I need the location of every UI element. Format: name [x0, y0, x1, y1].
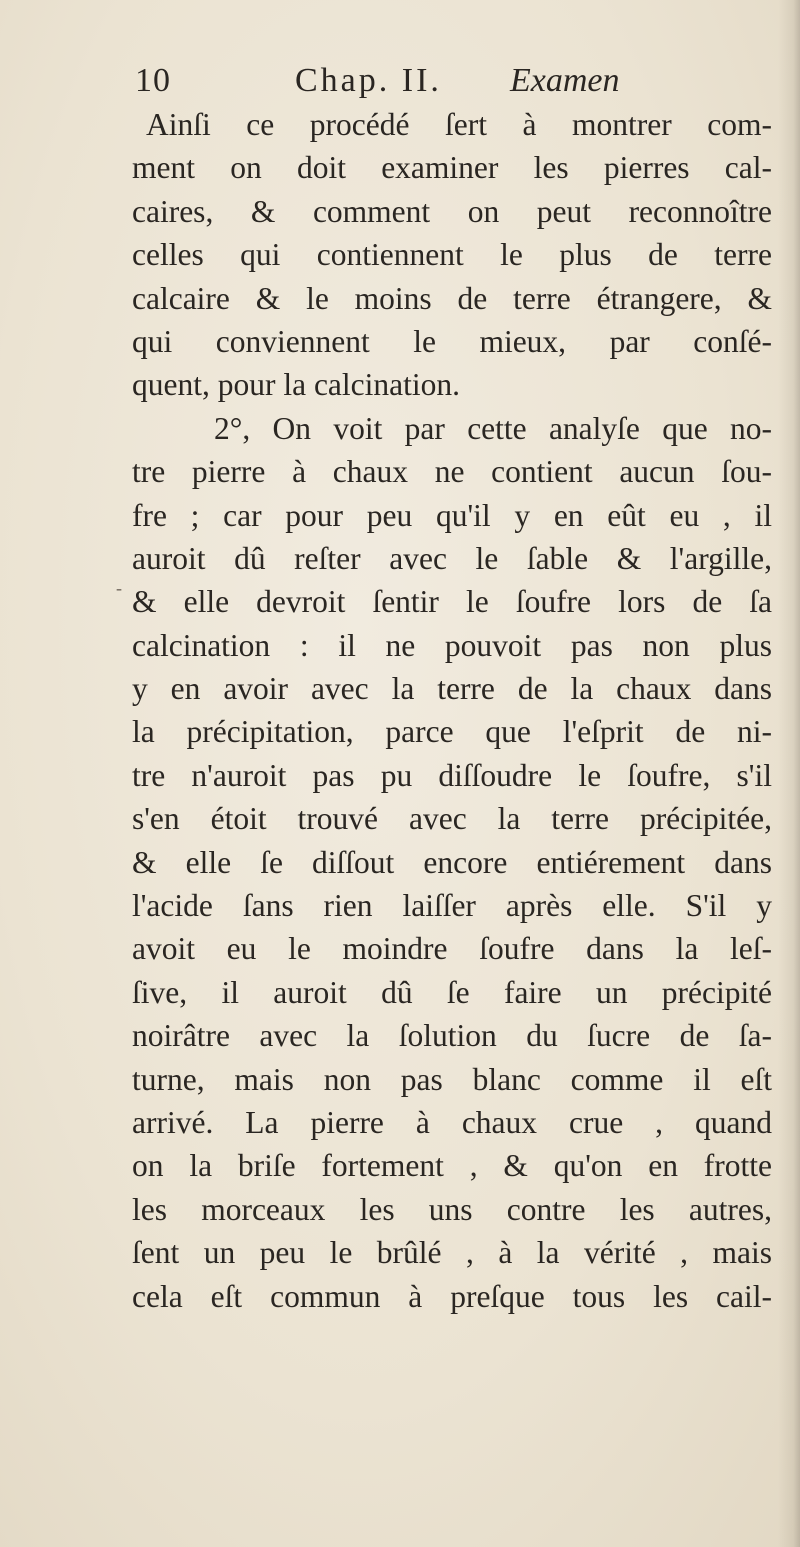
text-line: caires, & comment on peut reconnoître [132, 193, 772, 229]
chapter-title: Examen [510, 62, 620, 99]
page-edge-shadow [778, 0, 800, 1547]
text-line: & elle devroit ſentir le ſoufre lors de ſa [132, 584, 772, 620]
chapter-label: Chap. II. [295, 62, 442, 99]
page-number: 10 [135, 62, 171, 99]
text-line: l'acide ſans rien laiſſer après elle. S'il y [132, 888, 772, 924]
margin-mark: - [116, 578, 122, 598]
text-line: tre pierre à chaux ne contient aucun ſou- [132, 454, 772, 490]
text-line: & elle ſe diſſout encore entiérement dans [132, 844, 772, 880]
text-line: ſive, il auroit dû ſe faire un précipité [132, 974, 772, 1010]
text-line: celles qui contiennent le plus de terre [132, 237, 772, 273]
text-line: les morceaux les uns contre les autres, [132, 1191, 772, 1227]
text-line: ment on doit examiner les pierres cal- [132, 150, 772, 186]
text-line: turne, mais non pas blanc comme il eſt [132, 1061, 772, 1097]
text-line: avoit eu le moindre ſoufre dans la leſ- [132, 931, 772, 967]
text-line: calcaire & le moins de terre étrangere, & [132, 280, 772, 316]
text-line: fre ; car pour peu qu'il y en eût eu , il [132, 497, 772, 533]
text-line: arrivé. La pierre à chaux crue , quand [132, 1104, 772, 1140]
text-line: noirâtre avec la ſolution du ſucre de ſa- [132, 1018, 772, 1054]
text-line: quent, pour la calcination. [132, 367, 461, 403]
text-line: y en avoir avec la terre de la chaux dans [132, 671, 772, 707]
text-line: qui conviennent le mieux, par conſé- [132, 323, 772, 359]
body-text [132, 103, 772, 1318]
text-line: ſent un peu le brûlé , à la vérité , mais [132, 1235, 772, 1271]
text-line: calcination : il ne pouvoit pas non plus [132, 627, 772, 663]
text-line: cela eſt commun à preſque tous les cail- [132, 1278, 772, 1314]
text-line: s'en étoit trouvé avec la terre précipitée, [132, 801, 772, 837]
text-line: 2°, On voit par cette analyſe que no- [214, 410, 772, 446]
text-line: on la briſe fortement , & qu'on en frotte [132, 1148, 772, 1184]
text-line: auroit dû reſter avec le ſable & l'argille, [132, 540, 772, 576]
text-line: tre n'auroit pas pu diſſoudre le ſoufre, s'il [132, 757, 772, 793]
text-line: Ainſi ce procédé ſert à montrer com- [146, 107, 772, 142]
text-line: la précipitation, parce que l'eſprit de ni- [132, 714, 772, 750]
